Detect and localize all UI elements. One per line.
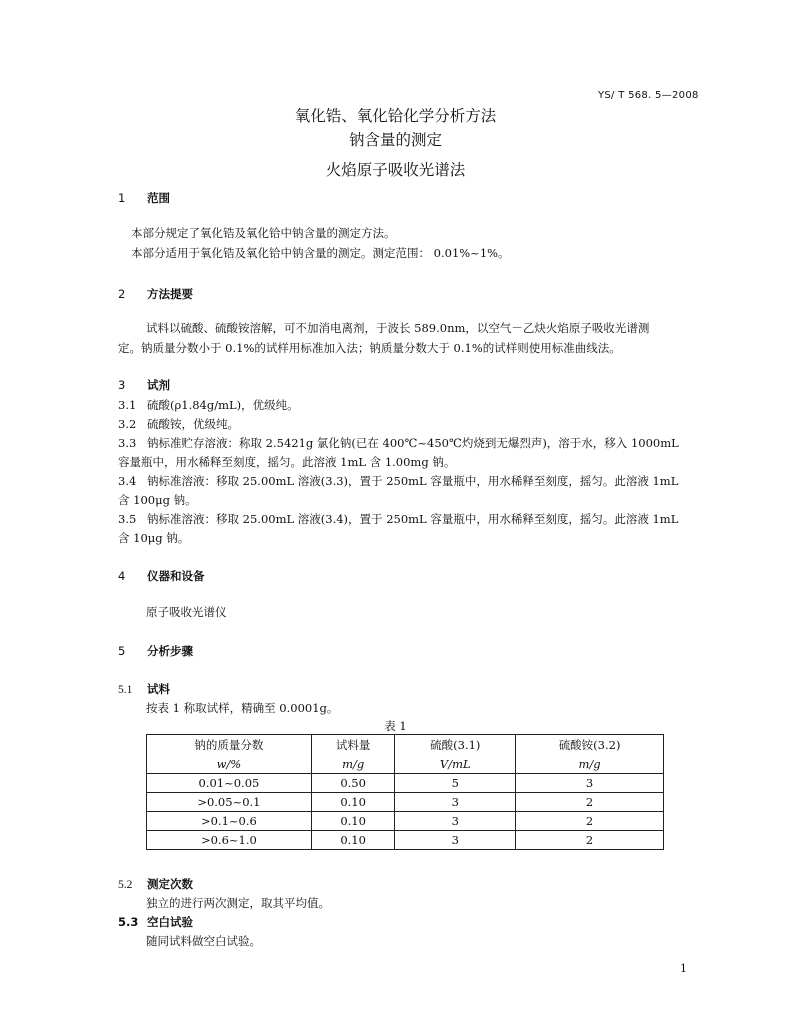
document-title-line3: 火焰原子吸收光谱法	[325, 161, 466, 179]
subsection-5-3-heading	[118, 914, 193, 930]
table-unit-cell: m/g	[516, 754, 664, 774]
table-cell: 2	[516, 812, 664, 831]
section-title: 范围	[147, 191, 170, 205]
reagent-item-3-5-continued: 含 10μg 钠。	[118, 531, 190, 545]
reagent-item-3-2	[118, 416, 239, 432]
table-cell: 3	[395, 793, 516, 812]
table-cell: 0.10	[311, 793, 395, 812]
subsection-number: 5.2	[118, 879, 133, 891]
subsection-5-2-heading	[118, 876, 193, 892]
section-1-heading	[118, 190, 170, 206]
table-cell: 2	[516, 831, 664, 850]
table-cell: 0.01~0.05	[147, 774, 312, 793]
table-header-cell: 硫酸(3.1)	[395, 735, 516, 755]
table-unit-cell: m/g	[311, 754, 395, 774]
document-title-line1: 氧化锆、氧化铪化学分析方法	[294, 107, 497, 125]
table-header-cell: 钠的质量分数	[147, 735, 312, 755]
reagent-item-3-4	[118, 473, 678, 489]
section-title: 试剂	[147, 378, 170, 392]
item-number: 3.1	[118, 398, 137, 412]
table-cell: 0.50	[311, 774, 395, 793]
sample-weighing-table	[146, 734, 664, 850]
subsection-title: 空白试验	[147, 915, 193, 929]
table-header-row	[147, 735, 664, 755]
subsection-number: 5.1	[118, 684, 133, 696]
table-unit-cell: w/%	[147, 754, 312, 774]
section-1-paragraph-1: 本部分规定了氧化锆及氧化铪中钠含量的测定方法。	[131, 226, 396, 240]
item-text: 钠标准溶液：移取 25.00mL 溶液(3.3)，置于 250mL 容量瓶中，用水稀释至刻度，摇匀。此溶液 1mL	[147, 474, 679, 488]
section-1-paragraph-2: 本部分适用于氧化锆及氧化铪中钠含量的测定。测定范围： 0.01%~1%。	[131, 246, 510, 260]
table-cell: 3	[395, 812, 516, 831]
table-cell: >0.1~0.6	[147, 812, 312, 831]
section-3-heading	[118, 377, 170, 393]
section-number: 3	[118, 378, 126, 392]
item-number: 3.5	[118, 512, 137, 526]
item-number: 3.2	[118, 417, 137, 431]
section-title: 仪器和设备	[147, 569, 205, 583]
subsection-number: 5.3	[118, 915, 139, 929]
table-cell: 3	[516, 774, 664, 793]
table-cell: 5	[395, 774, 516, 793]
table-cell: 0.10	[311, 812, 395, 831]
table-header-cell: 试料量	[311, 735, 395, 755]
item-text: 钠标准溶液：移取 25.00mL 溶液(3.4)，置于 250mL 容量瓶中，用水稀释至刻度，摇匀。此溶液 1mL	[147, 512, 679, 526]
section-number: 2	[118, 287, 126, 301]
item-number: 3.4	[118, 474, 137, 488]
table-header-cell: 硫酸铵(3.2)	[516, 735, 664, 755]
section-5-heading	[118, 643, 193, 659]
subsection-title: 测定次数	[147, 877, 193, 891]
table-caption: 表 1	[384, 719, 407, 733]
section-number: 5	[118, 644, 126, 658]
subsection-title: 试料	[147, 682, 170, 696]
table-cell: >0.6~1.0	[147, 831, 312, 850]
table-row	[147, 774, 664, 793]
section-2-heading	[118, 286, 193, 302]
page-number: 1	[680, 962, 687, 975]
subsection-5-1-heading	[118, 681, 170, 697]
table-row	[147, 812, 664, 831]
reagent-item-3-3	[118, 435, 679, 451]
section-number: 4	[118, 569, 126, 583]
item-text: 钠标准贮存溶液：称取 2.5421g 氯化钠(已在 400℃~450℃灼烧到无爆烈声)，溶于水，移入 1000mL	[147, 436, 679, 450]
section-2-paragraph-line-1: 试料以硫酸、硫酸铵溶解，可不加消电离剂，于波长 589.0nm，以空气－乙炔火焰原子吸收光谱测	[146, 321, 650, 335]
item-text: 硫酸(ρ1.84g/mL)，优级纯。	[147, 398, 299, 412]
table-unit-cell: V/mL	[395, 754, 516, 774]
table-cell: 0.10	[311, 831, 395, 850]
section-2-paragraph-line-2: 定。钠质量分数小于 0.1%的试样用标准加入法；钠质量分数大于 0.1%的试样则使用标准曲线法。	[118, 341, 621, 355]
section-title: 分析步骤	[147, 644, 193, 658]
table-unit-row	[147, 754, 664, 774]
reagent-item-3-3-continued: 容量瓶中，用水稀释至刻度，摇匀。此溶液 1mL 含 1.00mg 钠。	[118, 455, 456, 469]
section-title: 方法提要	[147, 287, 193, 301]
standard-number: YS/ T 568. 5—2008	[598, 90, 699, 101]
table-cell: 2	[516, 793, 664, 812]
item-number: 3.3	[118, 436, 137, 450]
reagent-item-3-4-continued: 含 100μg 钠。	[118, 493, 197, 507]
reagent-item-3-1	[118, 397, 299, 413]
section-number: 1	[118, 191, 126, 205]
subsection-5-1-paragraph: 按表 1 称取试样，精确至 0.0001g。	[146, 701, 339, 715]
table-cell: 3	[395, 831, 516, 850]
document-title-line2: 钠含量的测定	[348, 131, 442, 149]
table-row	[147, 831, 664, 850]
section-4-heading	[118, 568, 205, 584]
subsection-5-2-paragraph: 独立的进行两次测定，取其平均值。	[146, 896, 330, 910]
table-cell: >0.05~0.1	[147, 793, 312, 812]
item-text: 硫酸铵，优级纯。	[147, 417, 239, 431]
section-4-paragraph: 原子吸收光谱仪	[146, 605, 227, 619]
table-row	[147, 793, 664, 812]
subsection-5-3-paragraph: 随同试料做空白试验。	[146, 934, 261, 948]
reagent-item-3-5	[118, 511, 678, 527]
